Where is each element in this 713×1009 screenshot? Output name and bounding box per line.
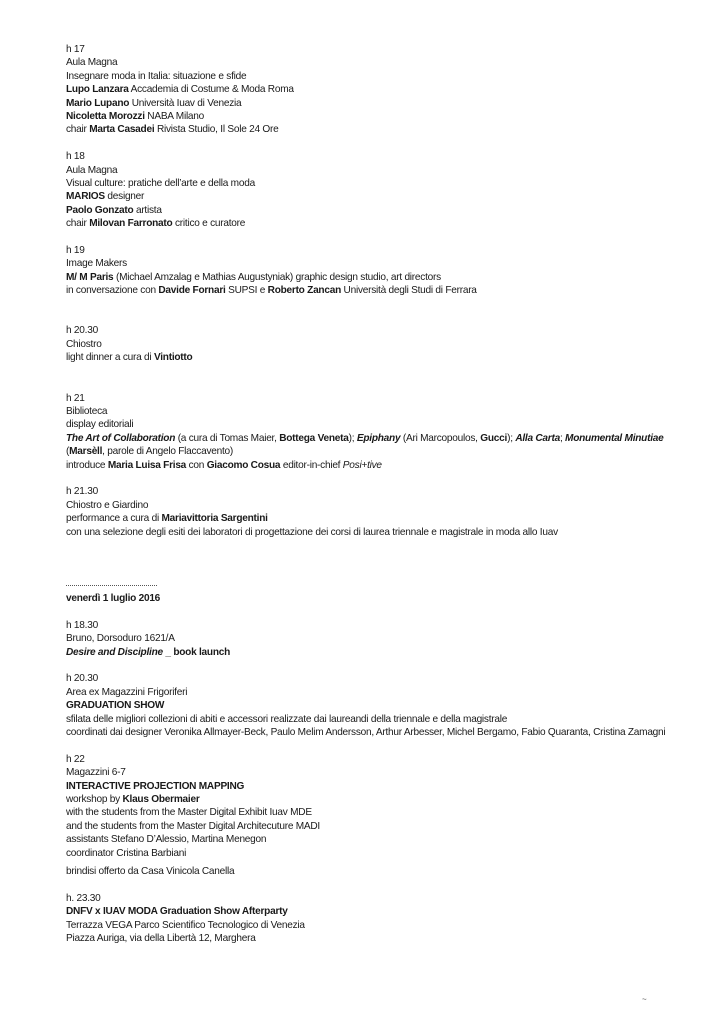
event-place: Chiostro e Giardino [66, 499, 149, 511]
event-h2030 [66, 324, 686, 364]
conversation-line [66, 284, 686, 297]
punctuation: ( [66, 446, 70, 458]
event-time: h. 23.30 [66, 892, 101, 904]
speaker-name: Giacomo Cosua [206, 459, 281, 471]
chair-affiliation: Rivista Studio, Il Sole 24 Ore [154, 124, 279, 136]
speaker-name: M/ M Paris [66, 271, 114, 283]
page-mark: ~ [642, 995, 647, 1004]
event-type: _ book launch [162, 646, 231, 658]
event-coordinators: coordinati dai designer Veronika Allmayer-Beck, Paulo Melim Andersson, Arthur Arbesser, Michel Bergamo, Fabio Quaranta, Cristina Zamagni [66, 726, 666, 738]
event-place: Aula Magna [66, 164, 118, 176]
speaker-role: editor-in-chief [280, 459, 343, 471]
speaker-name: Nicoletta Morozzi [66, 111, 145, 123]
speaker-affiliation: Accademia di Costume & Moda Roma [128, 84, 294, 96]
event-description: con una selezione degli esiti dei laboratori di progettazione dei corsi di laurea triennale e magistrale in moda allo Iuav [66, 526, 558, 538]
event-place: Biblioteca [66, 405, 108, 417]
event-time: h 21 [66, 392, 85, 404]
speaker-name: MARIOS [66, 191, 105, 203]
speaker-affiliation: Università Iuav di Venezia [129, 97, 242, 109]
event-place: Area ex Magazzini Frigoriferi [66, 686, 188, 698]
performance-label: performance a cura di [66, 513, 162, 525]
punctuation: ); [348, 432, 357, 444]
speaker-name: Mario Lupano [66, 97, 130, 109]
event-title: Insegnare moda in Italia: situazione e sfide [66, 70, 247, 82]
event-title [66, 646, 686, 659]
event-time: h 20.30 [66, 325, 98, 337]
event-title: display editoriali [66, 419, 134, 431]
event-place: Terrazza VEGA Parco Scientifico Tecnologico di Venezia [66, 919, 305, 931]
speaker-name: Davide Fornari [158, 285, 226, 297]
event-friday-h22 [66, 753, 686, 879]
event-title [66, 905, 686, 918]
chair-line [66, 217, 686, 230]
speaker-affiliation: SUPSI e [225, 285, 268, 297]
event-description: sfilata delle migliori collezioni di abiti e accessori realizzate dai laureandi della triennale e della magistrale [66, 713, 508, 725]
publication-title: Epiphany [356, 432, 401, 444]
book-title: Desire and Discipline [66, 646, 163, 658]
publication-credit: (Ari Marcopoulos, [400, 432, 481, 444]
section-divider [66, 585, 157, 586]
publications-line-2 [66, 445, 686, 458]
brand-name: Gucci [480, 432, 508, 444]
publication-title: Alla Carta [515, 432, 560, 444]
event-h21 [66, 392, 686, 472]
chair-label: chair [66, 218, 90, 230]
speaker-line [66, 97, 686, 110]
event-title [66, 780, 686, 793]
brand-name: Bottega Veneta [279, 432, 349, 444]
speaker-name: Roberto Zancan [267, 285, 341, 297]
workshop-line [66, 793, 686, 806]
event-address: Piazza Auriga, via della Libertà 12, Marghera [66, 933, 256, 945]
workshop-title: INTERACTIVE PROJECTION MAPPING [66, 780, 245, 792]
event-time: h 18 [66, 151, 85, 163]
event-time: h 19 [66, 245, 85, 257]
event-place: Image Makers [66, 258, 127, 270]
speaker-affiliation: artista [133, 204, 162, 216]
publication-credit: (a cura di Tomas Maier, [175, 432, 280, 444]
speaker-line [66, 83, 686, 96]
chair-name: Marta Casadei [89, 124, 155, 136]
event-time: h 17 [66, 44, 85, 55]
sponsor-line: brindisi offerto da Casa Vinicola Canella [66, 866, 235, 878]
conversation-label: in conversazione con [66, 285, 159, 297]
curator-name: Mariavittoria Sargentini [161, 513, 268, 525]
document-page [66, 43, 686, 945]
publications-line [66, 432, 686, 445]
chair-affiliation: critico e curatore [172, 218, 246, 230]
publication-title: The Art of Collaboration [66, 432, 176, 444]
event-description [66, 351, 686, 364]
speaker-affiliation: Università degli Studi di Ferrara [341, 285, 477, 297]
participants-line: with the students from the Master Digital Exhibit Iuav MDE [66, 807, 312, 819]
party-subtitle: Graduation Show Afterparty [157, 906, 288, 918]
intro-label: introduce [66, 459, 108, 471]
event-time: h 22 [66, 753, 85, 765]
event-title [66, 699, 686, 712]
show-title: GRADUATION SHOW [66, 700, 165, 712]
event-place: Aula Magna [66, 57, 118, 69]
event-h19 [66, 244, 686, 298]
punctuation: ); [507, 432, 516, 444]
chair-label: chair [66, 124, 90, 136]
event-h2130 [66, 485, 686, 539]
workshop-label: workshop by [66, 794, 123, 805]
publication-title: Monumental Minutiae [565, 432, 664, 444]
event-title: Visual culture: pratiche dell’arte e della moda [66, 178, 255, 190]
event-place: Bruno, Dorsoduro 1621/A [66, 633, 175, 645]
intro-line [66, 459, 686, 472]
speaker-line [66, 204, 686, 217]
speaker-name: Paolo Gonzato [66, 204, 134, 216]
description-text: light dinner a cura di [66, 352, 154, 364]
speaker-line [66, 190, 686, 203]
publication-credit: , parole di Angelo Flaccavento) [102, 446, 234, 458]
participants-line: and the students from the Master Digital Architecuture MADI [66, 820, 320, 832]
event-place: Magazzini 6-7 [66, 767, 126, 779]
speaker-name: Klaus Obermaier [122, 794, 200, 805]
punctuation: ; [559, 432, 566, 444]
day-heading: venerdì 1 luglio 2016 [66, 592, 161, 604]
event-h17 [66, 43, 686, 137]
event-friday-h1830 [66, 619, 686, 659]
chair-name: Milovan Farronato [89, 218, 173, 230]
event-time: h 20.30 [66, 673, 98, 685]
brand-name: Marsèll [69, 446, 103, 458]
performance-line [66, 512, 686, 525]
magazine-name: Posi+tive [342, 459, 382, 471]
speaker-affiliation: designer [104, 191, 145, 203]
party-title: DNFV x IUAV MODA [66, 906, 158, 918]
caterer-name: Vintiotto [153, 352, 193, 364]
event-place: Chiostro [66, 338, 102, 350]
event-friday-h2330 [66, 892, 686, 946]
assistants-line: assistants Stefano D’Alessio, Martina Menegon [66, 834, 267, 846]
speaker-line [66, 271, 686, 284]
speaker-affiliation: NABA Milano [144, 111, 205, 123]
event-h18 [66, 150, 686, 230]
intro-connector: con [186, 459, 207, 471]
event-friday-h2030 [66, 672, 686, 739]
speaker-affiliation: (Michael Amzalag e Mathias Augustyniak) graphic design studio, art directors [113, 271, 441, 283]
speaker-name: Maria Luisa Frisa [107, 459, 187, 471]
event-time: h 18.30 [66, 619, 98, 631]
speaker-name: Lupo Lanzara [66, 84, 129, 96]
chair-line [66, 123, 686, 136]
speaker-line [66, 110, 686, 123]
event-time: h 21.30 [66, 486, 98, 498]
coordinator-line: coordinator Cristina Barbiani [66, 847, 187, 859]
